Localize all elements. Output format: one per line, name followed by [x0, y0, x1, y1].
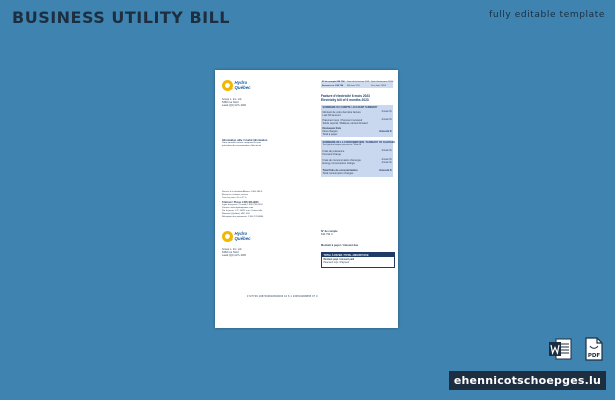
useful-info-line: Votre nouvelle facture comprend le mois [222, 142, 262, 144]
summary-row-amount: Amount $ [381, 119, 392, 121]
logo-line-1: Hydro [234, 231, 248, 237]
header-cell: Bill date 1/05 [347, 84, 360, 87]
summary-row-label: Solde reporté / Balance carried forward [322, 122, 368, 125]
useful-info-title: Information utile / Useful information [222, 139, 268, 142]
logo-line-1: Hydro [234, 80, 248, 86]
contact-line: Tous les jours, 8 h à 17 h [222, 197, 247, 199]
contact-line: Réception des paiements: 1 800 770-8884 [222, 216, 264, 218]
account-summary-panel [321, 105, 393, 137]
charges-total-amount: Amount $ [379, 169, 392, 172]
header-cell: Date d'echeance 24/06 [371, 81, 394, 84]
payment-box-row: Montant payé / Amount paid [323, 258, 355, 261]
logo-line-2: Québec [234, 84, 251, 90]
header-cell: Date de la facture 1/05 [347, 81, 370, 84]
pdf-file-icon[interactable] [584, 337, 604, 361]
hydro-quebec-logo [222, 80, 251, 91]
bill-document [215, 70, 398, 328]
contact-line: Business customer service [222, 194, 249, 196]
header-cell: Account no. 634 794 [322, 84, 344, 87]
site-watermark: ehennicotschoepges.lu [449, 371, 606, 390]
header-cell: N° de compte 634 794 [322, 81, 345, 84]
address-line: 5460 rue Nord [222, 251, 239, 254]
banner-title: BUSINESS UTILITY BILL [12, 8, 230, 27]
charges-rate: Tarif général moyen puissance / Rate M [322, 144, 362, 146]
logo-q-icon [222, 231, 233, 242]
charges-row-label: Frais de consommation d'énergie [322, 159, 361, 162]
bill-title-fr: Facture d'électricité 6 mois 2023 [321, 94, 370, 98]
word-document-icon[interactable] [548, 338, 572, 360]
summary-row-label: Paiement reçu / Payment received [322, 119, 363, 122]
address-line: Laval (QC) H7L 2W2 [222, 254, 246, 257]
payment-box [321, 252, 395, 268]
coupon-amount-due: Montant à payer / Amount due [321, 244, 359, 247]
charges-row-label: Total frais de consommation [322, 169, 358, 172]
summary-total-amount: Amount $ [379, 130, 392, 133]
barcode-line: 1727749 1087400018000000 10 6 1 234501908865 07 0 [247, 295, 318, 298]
charges-row-amount: Amount $ [381, 162, 392, 164]
charges-summary-title: SOMMAIRE DE LA CONSOMMATION / SUMMARY OF CHARGES [322, 141, 395, 144]
charges-row-label: Total consumption charges [322, 172, 354, 175]
summary-row-label: Nouveaux frais [322, 127, 342, 130]
address-line: Group L. Inc. Ltd [222, 248, 242, 251]
hydro-quebec-logo-bottom [222, 231, 251, 242]
charges-row-amount: Amount $ [381, 150, 392, 152]
charges-summary-panel [321, 140, 393, 177]
contact-line: Montréal (Québec) H3C 4V6 [222, 213, 250, 215]
svg-text:PDF: PDF [587, 353, 601, 359]
summary-row-amount: Amount $ [381, 111, 392, 113]
coupon-account-label: N° de compte [321, 230, 338, 233]
banner-tagline: fully editable template [489, 10, 605, 20]
contact-line: Télécom / Phone 1 800 463-9900 [222, 201, 259, 204]
contact-line: Pannes: www.hydroquebec.com [222, 207, 254, 209]
charges-row-label: Frais de puissance [322, 150, 345, 153]
contact-line: Par la poste: C.P. 11022 succ Centre-ville [222, 210, 263, 212]
summary-row-label: Total à payer [322, 133, 338, 136]
bill-title-en: Electricity bill of 6 months 2023 [321, 98, 369, 102]
charges-row-label: Energy consumption charge [322, 162, 355, 165]
summary-row-label: Montant de votre dernière facture [322, 111, 361, 114]
logo-q-icon [222, 80, 233, 91]
account-summary-title: SOMMAIRE DU COMPTE / ACCOUNT SUMMARY [322, 106, 378, 109]
address-line: 5460 rue Nord [222, 101, 239, 104]
coupon-account-number: 634 794 3 [321, 233, 333, 236]
logo-line-2: Québec [234, 235, 251, 241]
payment-box-row: Paiement reçu / Payment [323, 262, 350, 264]
payment-box-header [322, 253, 394, 257]
header-cell: Due date 24/06 [371, 84, 386, 87]
contact-line: Ligne d'urgence / Trouble 1 800 790-2424 [222, 204, 263, 206]
charges-row-amount: Amount $ [381, 159, 392, 161]
payment-box-title: TOTAL À PAYER / TOTAL AMOUNT DUE [323, 253, 369, 257]
summary-row-label: Last bill amount [322, 114, 341, 117]
summary-row-label: New charges [322, 130, 338, 133]
useful-info-line: précédent de consommation d'électricité [222, 145, 262, 147]
address-line: Group L. Inc. Ltd [222, 98, 242, 101]
charges-row-label: Demand charge [322, 153, 341, 156]
contact-line: Service à la clientèle Affaires 1 800 463-9 [222, 191, 263, 193]
address-line: Laval (QC) H7L 2W2 [222, 104, 246, 107]
account-header-bar [321, 81, 393, 88]
